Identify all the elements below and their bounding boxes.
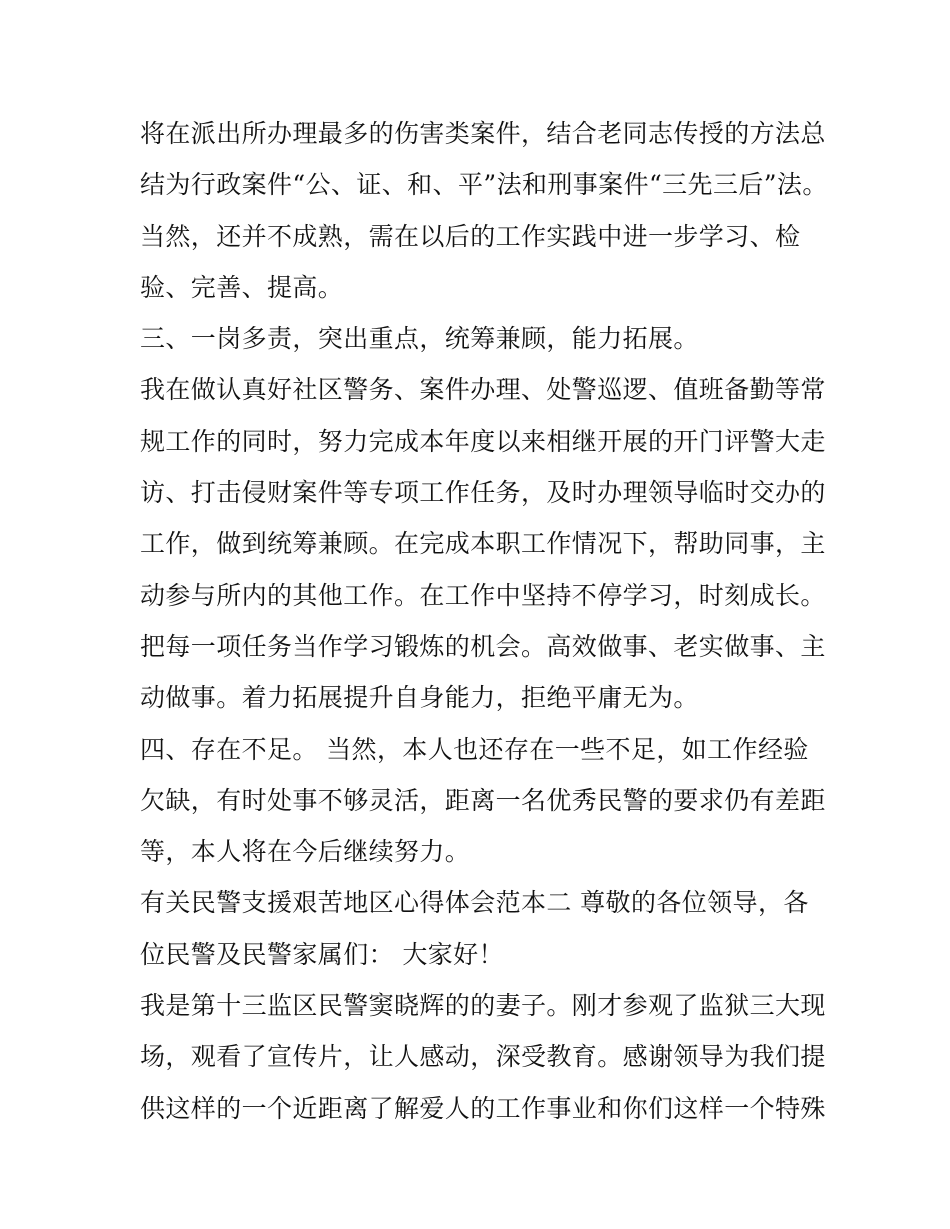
text-line: 等，本人将在今后继续努力。 — [140, 837, 471, 867]
greeting-line: 位民警及民警家属们： 大家好！ — [140, 939, 504, 969]
text-line: 我在做认真好社区警务、案件办理、处警巡逻、值班备勤等常 — [140, 375, 826, 405]
text-line: 把每一项任务当作学习锻炼的机会。高效做事、老实做事、主 — [140, 631, 826, 661]
text-line: 动参与所内的其他工作。在工作中坚持不停学习，时刻成长。 — [140, 580, 826, 610]
text-line: 场，观看了宣传片，让人感动，深受教育。感谢领导为我们提 — [140, 1042, 826, 1072]
text-line: 工作，做到统筹兼顾。在完成本职工作情况下，帮助同事，主 — [140, 529, 826, 559]
text-line: 供这样的一个近距离了解爱人的工作事业和你们这样一个特殊 — [140, 1093, 826, 1123]
section-heading-3: 三、一岗多责，突出重点，统筹兼顾，能力拓展。 — [140, 324, 699, 354]
text-line: 当然，还并不成熟，需在以后的工作实践中进一步学习、检 — [140, 221, 801, 251]
sample-title-line: 有关民警支援艰苦地区心得体会范本二 尊敬的各位领导，各 — [140, 888, 809, 918]
text-line: 规工作的同时，努力完成本年度以来相继开展的开门评警大走 — [140, 426, 826, 456]
document-body — [140, 108, 828, 1134]
text-line: 我是第十三监区民警窦晓辉的的妻子。刚才参观了监狱三大现 — [140, 991, 826, 1021]
text-line: 将在派出所办理最多的伤害类案件，结合老同志传授的方法总 — [140, 119, 826, 148]
text-line: 验、完善、提高。 — [140, 272, 344, 302]
text-line: 动做事。着力拓展提升自身能力，拒绝平庸无为。 — [140, 683, 699, 713]
text-line: 结为行政案件“公、证、和、平”法和刑事案件“三先三后”法。 — [140, 170, 828, 200]
text-line: 欠缺，有时处事不够灵活，距离一名优秀民警的要求仍有差距 — [140, 785, 826, 815]
section-heading-4: 四、存在不足。 当然，本人也还存在一些不足，如工作经验 — [140, 734, 809, 764]
text-line: 访、打击侵财案件等专项工作任务，及时办理领导临时交办的 — [140, 478, 826, 508]
